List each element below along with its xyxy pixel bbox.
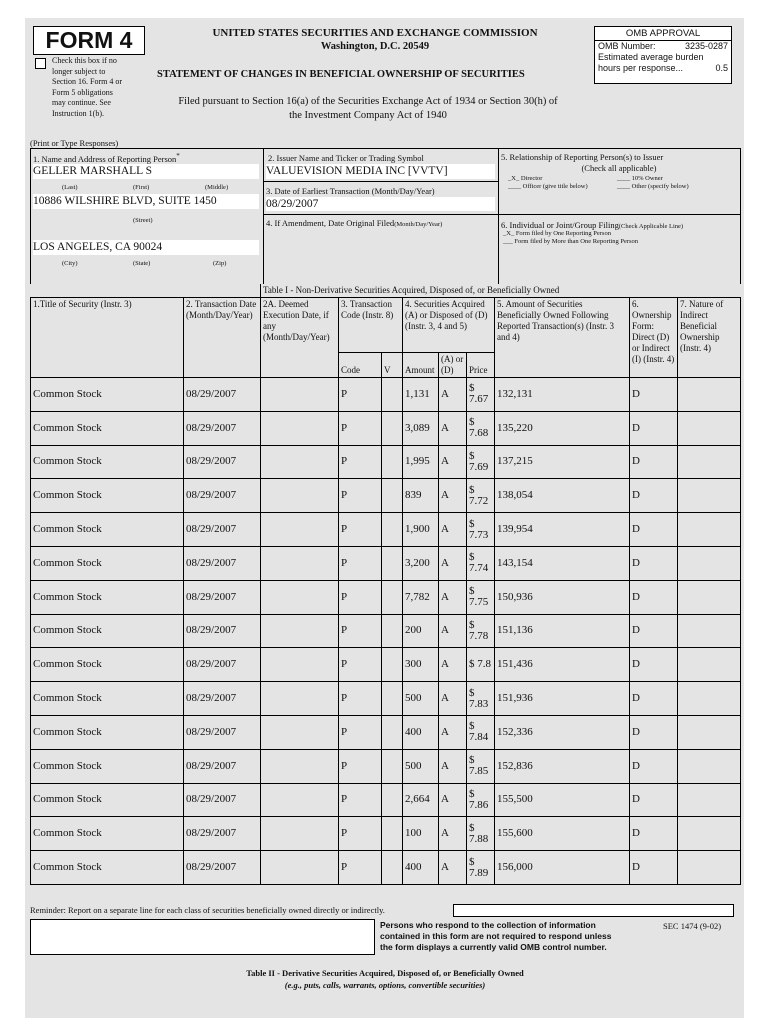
col-header-securities: 4. Securities Acquired (A) or Disposed of (D) (Instr. 3, 4 and 5) — [403, 298, 495, 353]
cell-code: P — [339, 614, 382, 648]
col-header-date: 2. Transaction Date (Month/Day/Year) — [184, 298, 261, 378]
cell-price: $ 7.69 — [467, 445, 495, 479]
cell-amount: 1,900 — [403, 513, 439, 547]
sub-header-v: V — [382, 353, 403, 378]
checkbox-text-line: Instruction 1(b). — [52, 108, 104, 118]
filing-more-option[interactable]: ___ Form filed by More than One Reporting Person — [503, 238, 639, 245]
sub-header-a-or-d: (A) or (D) — [439, 353, 467, 378]
persons-notice-line: Persons who respond to the collection of information — [380, 920, 596, 930]
cell-ownership-form: D — [630, 817, 678, 851]
cell-transaction-date: 08/29/2007 — [184, 580, 261, 614]
cell-nature — [678, 411, 741, 445]
cell-price: $ 7.68 — [467, 411, 495, 445]
reporting-person-name[interactable]: GELLER MARSHALL S — [33, 164, 259, 179]
cell-owned: 151,936 — [495, 682, 630, 716]
cell-transaction-date: 08/29/2007 — [184, 479, 261, 513]
cell-transaction-date: 08/29/2007 — [184, 749, 261, 783]
cell-nature — [678, 378, 741, 412]
cell-v — [382, 479, 403, 513]
cell-deemed-date — [261, 851, 339, 885]
cell-security-title: Common Stock — [31, 682, 184, 716]
cell-price: $ 7.84 — [467, 715, 495, 749]
cell-transaction-date: 08/29/2007 — [184, 411, 261, 445]
cell-security-title: Common Stock — [31, 378, 184, 412]
cell-transaction-date: 08/29/2007 — [184, 817, 261, 851]
cell-price: $ 7.85 — [467, 749, 495, 783]
other-option[interactable]: ____ Other (specify below) — [617, 183, 689, 190]
cell-a-or-d: A — [439, 783, 467, 817]
omb-number: 3235-0287 — [684, 41, 728, 51]
sub-header-price: Price — [467, 353, 495, 378]
cell-code: P — [339, 479, 382, 513]
cell-code: P — [339, 749, 382, 783]
first-label: (First) — [133, 184, 150, 191]
filed-pursuant-line2: the Investment Company Act of 1940 — [289, 110, 447, 121]
col-header-code: 3. Transaction Code (Instr. 8) — [339, 298, 403, 353]
sec-code: SEC 1474 (9-02) — [663, 921, 722, 931]
checkbox-text-line: longer subject to — [52, 66, 106, 76]
amendment-label-text: 4. If Amendment, Date Original Filed — [266, 218, 395, 228]
cell-v — [382, 648, 403, 682]
cell-amount: 100 — [403, 817, 439, 851]
reminder-field[interactable] — [453, 904, 734, 917]
no-longer-subject-checkbox[interactable] — [35, 58, 46, 69]
cell-transaction-date: 08/29/2007 — [184, 546, 261, 580]
cell-a-or-d: A — [439, 749, 467, 783]
checkbox-text-line: Form 5 obligations — [52, 87, 113, 97]
cell-nature — [678, 715, 741, 749]
table-row — [31, 851, 741, 885]
col-header-nature: 7. Nature of Indirect Beneficial Ownership (Instr. 4) — [678, 298, 741, 378]
cell-deemed-date — [261, 411, 339, 445]
sub-header-amount: Amount — [403, 353, 439, 378]
cell-amount: 300 — [403, 648, 439, 682]
cell-price: $ 7.74 — [467, 546, 495, 580]
cell-owned: 152,836 — [495, 749, 630, 783]
cell-owned: 155,500 — [495, 783, 630, 817]
cell-security-title: Common Stock — [31, 445, 184, 479]
cell-v — [382, 783, 403, 817]
checkbox-text-line: Check this box if no — [52, 56, 117, 65]
table-row — [31, 614, 741, 648]
footnotes-field[interactable] — [30, 919, 375, 955]
omb-title: OMB APPROVAL — [595, 27, 731, 41]
amendment-sub: (Month/Day/Year) — [394, 221, 443, 228]
cell-security-title: Common Stock — [31, 479, 184, 513]
cell-security-title: Common Stock — [31, 783, 184, 817]
cell-code: P — [339, 378, 382, 412]
officer-option[interactable]: ____ Officer (give title below) — [508, 183, 588, 190]
cell-security-title: Common Stock — [31, 648, 184, 682]
relationship-sub: (Check all applicable) — [581, 163, 657, 173]
cell-ownership-form: D — [630, 546, 678, 580]
col-header-deemed: 2A. Deemed Execution Date, if any (Month/Day/Year) — [261, 298, 339, 378]
sub-header-code: Code — [339, 353, 382, 378]
filed-pursuant-line1: Filed pursuant to Section 16(a) of the Securities Exchange Act of 1934 or Section 30(h) of — [178, 96, 558, 107]
cell-owned: 137,215 — [495, 445, 630, 479]
cell-transaction-date: 08/29/2007 — [184, 378, 261, 412]
cell-price: $ 7.8 — [467, 648, 495, 682]
table-1-title: Table I - Non-Derivative Securities Acquired, Disposed of, or Beneficially Owned — [261, 284, 741, 298]
cell-deemed-date — [261, 479, 339, 513]
cell-nature — [678, 749, 741, 783]
agency-name: UNITED STATES SECURITIES AND EXCHANGE COMMISSION — [212, 27, 538, 39]
cell-transaction-date: 08/29/2007 — [184, 614, 261, 648]
cell-price: $ 7.89 — [467, 851, 495, 885]
cell-owned: 151,136 — [495, 614, 630, 648]
reporting-person-city[interactable]: LOS ANGELES, CA 90024 — [33, 240, 259, 255]
cell-security-title: Common Stock — [31, 580, 184, 614]
cell-a-or-d: A — [439, 614, 467, 648]
cell-transaction-date: 08/29/2007 — [184, 851, 261, 885]
cell-ownership-form: D — [630, 479, 678, 513]
earliest-transaction-label: 3. Date of Earliest Transaction (Month/Day/Year) — [266, 186, 435, 196]
cell-deemed-date — [261, 614, 339, 648]
cell-code: P — [339, 513, 382, 547]
cell-a-or-d: A — [439, 817, 467, 851]
cell-owned: 156,000 — [495, 851, 630, 885]
cell-deemed-date — [261, 715, 339, 749]
cell-nature — [678, 648, 741, 682]
cell-owned: 143,154 — [495, 546, 630, 580]
cell-code: P — [339, 715, 382, 749]
persons-notice-line: the form displays a currently valid OMB control number. — [380, 942, 607, 952]
cell-v — [382, 378, 403, 412]
table-2-subtitle: (e.g., puts, calls, warrants, options, convertible securities) — [284, 980, 486, 990]
reporting-person-street[interactable]: 10886 WILSHIRE BLVD, SUITE 1450 — [33, 194, 259, 209]
cell-price: $ 7.67 — [467, 378, 495, 412]
table-row — [31, 783, 741, 817]
cell-a-or-d: A — [439, 682, 467, 716]
cell-amount: 400 — [403, 851, 439, 885]
cell-ownership-form: D — [630, 682, 678, 716]
cell-nature — [678, 580, 741, 614]
cell-code: P — [339, 851, 382, 885]
street-label: (Street) — [133, 217, 153, 224]
table-1-body — [31, 378, 741, 885]
cell-nature — [678, 513, 741, 547]
table-row — [31, 513, 741, 547]
cell-transaction-date: 08/29/2007 — [184, 682, 261, 716]
cell-ownership-form: D — [630, 513, 678, 547]
col-header-ownership: 6. Ownership Form: Direct (D) or Indirect (I) (Instr. 4) — [630, 298, 678, 378]
issuer-name[interactable]: VALUEVISION MEDIA INC [VVTV] — [266, 164, 495, 179]
print-note: (Print or Type Responses) — [30, 138, 119, 148]
cell-a-or-d: A — [439, 513, 467, 547]
filing-label-text: 6. Individual or Joint/Group Filing — [501, 220, 619, 230]
checkbox-text-line: may continue. See — [52, 98, 111, 107]
cell-code: P — [339, 682, 382, 716]
cell-ownership-form: D — [630, 378, 678, 412]
cell-a-or-d: A — [439, 546, 467, 580]
cell-v — [382, 445, 403, 479]
table-row — [31, 682, 741, 716]
cell-owned: 135,220 — [495, 411, 630, 445]
cell-nature — [678, 445, 741, 479]
cell-owned: 150,936 — [495, 580, 630, 614]
cell-ownership-form: D — [630, 851, 678, 885]
middle-label: (Middle) — [205, 184, 229, 191]
cell-ownership-form: D — [630, 445, 678, 479]
cell-ownership-form: D — [630, 783, 678, 817]
cell-security-title: Common Stock — [31, 614, 184, 648]
cell-code: P — [339, 783, 382, 817]
omb-approval-box — [594, 26, 732, 84]
cell-amount: 1,131 — [403, 378, 439, 412]
cell-deemed-date — [261, 682, 339, 716]
cell-ownership-form: D — [630, 614, 678, 648]
cell-price: $ 7.73 — [467, 513, 495, 547]
zip-label: (Zip) — [213, 260, 227, 267]
cell-price: $ 7.86 — [467, 783, 495, 817]
cell-amount: 3,200 — [403, 546, 439, 580]
table-2-title: Table II - Derivative Securities Acquired, Disposed of, or Beneficially Owned — [246, 968, 524, 978]
state-label: (State) — [133, 260, 151, 267]
filing-sub: (Check Applicable Line) — [618, 223, 684, 230]
cell-code: P — [339, 546, 382, 580]
form-label: FORM 4 — [33, 26, 145, 55]
cell-v — [382, 851, 403, 885]
cell-transaction-date: 08/29/2007 — [184, 715, 261, 749]
cell-deemed-date — [261, 445, 339, 479]
cell-code: P — [339, 580, 382, 614]
cell-owned: 138,054 — [495, 479, 630, 513]
table-row — [31, 411, 741, 445]
cell-amount: 839 — [403, 479, 439, 513]
cell-owned: 152,336 — [495, 715, 630, 749]
cell-v — [382, 513, 403, 547]
cell-ownership-form: D — [630, 648, 678, 682]
ten-percent-option[interactable]: ____ 10% Owner — [617, 175, 663, 182]
cell-v — [382, 749, 403, 783]
cell-security-title: Common Stock — [31, 411, 184, 445]
relationship-label: 5. Relationship of Reporting Person(s) to Issuer — [501, 152, 664, 162]
cell-deemed-date — [261, 749, 339, 783]
cell-transaction-date: 08/29/2007 — [184, 783, 261, 817]
cell-deemed-date — [261, 580, 339, 614]
table-row — [31, 546, 741, 580]
cell-a-or-d: A — [439, 479, 467, 513]
city-label: (City) — [62, 260, 78, 267]
cell-price: $ 7.88 — [467, 817, 495, 851]
col-header-title: 1.Title of Security (Instr. 3) — [31, 298, 184, 378]
reminder-text: Reminder: Report on a separate line for each class of securities beneficially owned directly or indirectly. — [30, 905, 385, 915]
cell-a-or-d: A — [439, 445, 467, 479]
cell-a-or-d: A — [439, 580, 467, 614]
persons-notice-line: contained in this form are not required to respond unless — [380, 931, 612, 941]
table-row — [31, 580, 741, 614]
table-row — [31, 445, 741, 479]
cell-v — [382, 411, 403, 445]
cell-price: $ 7.83 — [467, 682, 495, 716]
cell-owned: 132,131 — [495, 378, 630, 412]
cell-amount: 3,089 — [403, 411, 439, 445]
cell-transaction-date: 08/29/2007 — [184, 445, 261, 479]
cell-deemed-date — [261, 817, 339, 851]
last-label: (Last) — [62, 184, 78, 191]
issuer-label: 2. Issuer Name and Ticker or Trading Symbol — [268, 153, 424, 163]
reporting-person-label — [33, 152, 180, 164]
checkbox-instructions — [52, 56, 147, 119]
cell-price: $ 7.72 — [467, 479, 495, 513]
cell-v — [382, 682, 403, 716]
cell-v — [382, 817, 403, 851]
cell-ownership-form: D — [630, 580, 678, 614]
statement-title: STATEMENT OF CHANGES IN BENEFICIAL OWNERSHIP OF SECURITIES — [157, 69, 525, 80]
cell-a-or-d: A — [439, 715, 467, 749]
table-row — [31, 715, 741, 749]
cell-deemed-date — [261, 378, 339, 412]
cell-security-title: Common Stock — [31, 513, 184, 547]
cell-ownership-form: D — [630, 749, 678, 783]
earliest-transaction-date[interactable]: 08/29/2007 — [266, 197, 495, 211]
cell-deemed-date — [261, 546, 339, 580]
cell-nature — [678, 614, 741, 648]
cell-a-or-d: A — [439, 851, 467, 885]
cell-v — [382, 546, 403, 580]
omb-number-label: OMB Number: — [598, 41, 656, 51]
cell-a-or-d: A — [439, 648, 467, 682]
cell-owned: 151,436 — [495, 648, 630, 682]
cell-code: P — [339, 445, 382, 479]
cell-amount: 500 — [403, 749, 439, 783]
table-row — [31, 817, 741, 851]
cell-transaction-date: 08/29/2007 — [184, 648, 261, 682]
checkbox-text-line: Section 16. Form 4 or — [52, 77, 122, 86]
agency-address: Washington, D.C. 20549 — [320, 41, 430, 52]
form-page — [25, 18, 744, 1018]
cell-code: P — [339, 411, 382, 445]
cell-v — [382, 580, 403, 614]
cell-owned: 139,954 — [495, 513, 630, 547]
cell-transaction-date: 08/29/2007 — [184, 513, 261, 547]
cell-owned: 155,600 — [495, 817, 630, 851]
cell-security-title: Common Stock — [31, 817, 184, 851]
hours-value: 0.5 — [715, 63, 728, 73]
cell-ownership-form: D — [630, 411, 678, 445]
cell-deemed-date — [261, 783, 339, 817]
cell-nature — [678, 851, 741, 885]
cell-ownership-form: D — [630, 715, 678, 749]
cell-code: P — [339, 817, 382, 851]
cell-a-or-d: A — [439, 411, 467, 445]
cell-nature — [678, 682, 741, 716]
cell-amount: 400 — [403, 715, 439, 749]
cell-security-title: Common Stock — [31, 749, 184, 783]
cell-code: P — [339, 648, 382, 682]
hours-label: hours per response... — [598, 63, 684, 73]
reporting-person-label-text: 1. Name and Address of Reporting Person — [33, 153, 177, 164]
cell-nature — [678, 546, 741, 580]
burden-label: Estimated average burden — [598, 52, 704, 62]
table-row — [31, 378, 741, 412]
cell-price: $ 7.75 — [467, 580, 495, 614]
cell-deemed-date — [261, 513, 339, 547]
cell-deemed-date — [261, 648, 339, 682]
asterisk: * — [176, 152, 180, 160]
table-row — [31, 749, 741, 783]
cell-amount: 500 — [403, 682, 439, 716]
col-header-owned: 5. Amount of Securities Beneficially Owned Following Reported Transaction(s) (Instr. 3 and 4) — [495, 298, 630, 378]
cell-amount: 2,664 — [403, 783, 439, 817]
cell-amount: 7,782 — [403, 580, 439, 614]
persons-notice — [380, 920, 660, 953]
cell-security-title: Common Stock — [31, 546, 184, 580]
director-option[interactable]: _X_ Director — [508, 175, 543, 182]
filing-one-option[interactable]: _X_ Form filed by One Reporting Person — [503, 230, 611, 237]
cell-nature — [678, 817, 741, 851]
cell-security-title: Common Stock — [31, 851, 184, 885]
cell-nature — [678, 479, 741, 513]
table-row — [31, 479, 741, 513]
cell-amount: 200 — [403, 614, 439, 648]
amendment-label — [266, 218, 442, 229]
cell-nature — [678, 783, 741, 817]
cell-a-or-d: A — [439, 378, 467, 412]
cell-price: $ 7.78 — [467, 614, 495, 648]
table-title-spacer — [31, 284, 261, 298]
table-row — [31, 648, 741, 682]
cell-amount: 1,995 — [403, 445, 439, 479]
table-1 — [30, 284, 741, 885]
cell-security-title: Common Stock — [31, 715, 184, 749]
cell-v — [382, 614, 403, 648]
cell-v — [382, 715, 403, 749]
